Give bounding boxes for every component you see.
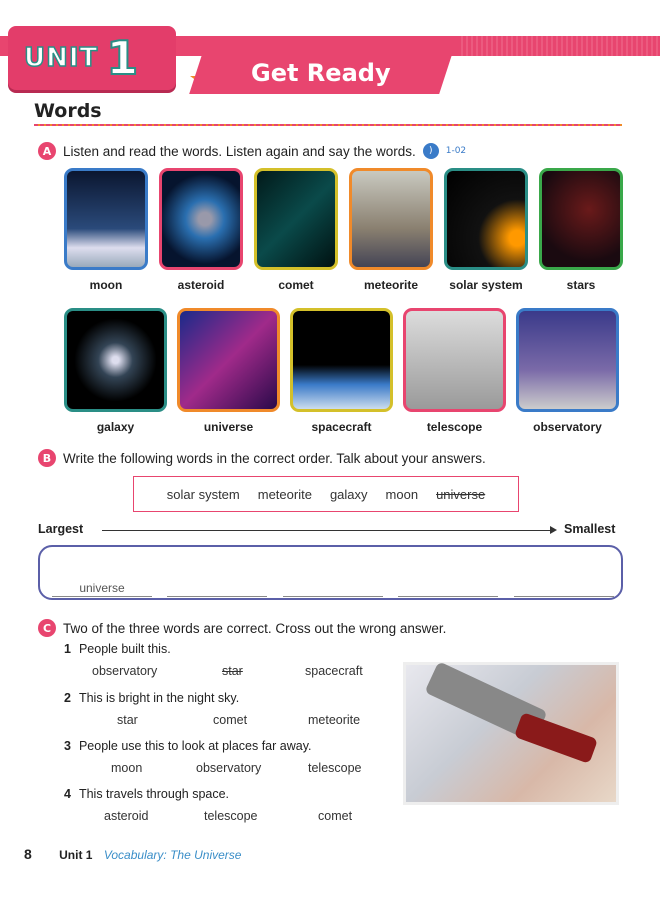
badge-a: A — [38, 142, 56, 160]
question — [64, 691, 239, 705]
smallest-label: Smallest — [564, 522, 616, 536]
badge-c: C — [38, 619, 56, 637]
picture-universe — [177, 308, 280, 412]
picture-stars — [539, 168, 623, 270]
picture-label: observatory — [533, 420, 602, 434]
picture-galaxy — [64, 308, 167, 412]
question-number: 4 — [64, 787, 71, 801]
picture-label: telescope — [426, 420, 483, 434]
picture-solar-system — [444, 168, 528, 270]
divider — [34, 124, 622, 126]
picture-label: stars — [566, 278, 596, 292]
picture-moon — [64, 168, 148, 270]
instruction-c: Two of the three words are correct. Cross out the wrong answer. — [63, 620, 447, 636]
badge-b: B — [38, 449, 56, 467]
picture-comet — [254, 168, 338, 270]
answer-option[interactable]: star — [117, 713, 138, 727]
page-number: 8 — [24, 846, 32, 862]
answer-option[interactable]: moon — [111, 761, 143, 775]
picture-label: galaxy — [96, 420, 135, 434]
unit-label: UNIT — [24, 43, 99, 73]
title-banner — [189, 52, 453, 94]
word-bank-item: meteorite — [257, 486, 312, 502]
arrow-head-icon — [550, 526, 557, 534]
answer-option[interactable]: comet — [213, 713, 248, 727]
answer-option[interactable]: asteroid — [104, 809, 149, 823]
picture-label: universe — [203, 420, 254, 434]
instruction-a: Listen and read the words. Listen again and say the words. — [63, 143, 416, 159]
picture-label: spacecraft — [311, 420, 372, 434]
picture-label: moon — [89, 278, 123, 292]
question-text: People use this to look at places far away. — [78, 739, 312, 753]
answer-box — [38, 545, 623, 600]
word-bank-item: moon — [385, 486, 419, 502]
activity-b-heading — [38, 449, 486, 467]
answer-blank[interactable] — [398, 581, 498, 597]
answer-option[interactable]: telescope — [204, 809, 258, 823]
question — [64, 642, 171, 656]
picture-label: asteroid — [177, 278, 225, 292]
word-bank — [133, 476, 519, 512]
picture-asteroid — [159, 168, 243, 270]
answer-blank[interactable] — [283, 581, 383, 597]
question — [64, 787, 229, 801]
header-ribbon-stripe — [458, 36, 660, 56]
word-bank-item: galaxy — [329, 486, 368, 502]
answer-option[interactable]: observatory — [92, 664, 158, 678]
question-number: 3 — [64, 739, 71, 753]
answer-blank[interactable] — [167, 581, 267, 597]
answer-blank[interactable]: universe — [52, 581, 152, 597]
picture-observatory — [516, 308, 619, 412]
answer-option[interactable]: observatory — [196, 761, 262, 775]
answer-blank[interactable] — [514, 581, 614, 597]
answer-option[interactable]: star — [222, 664, 243, 678]
footer-topic: Vocabulary: The Universe — [103, 848, 242, 862]
question-text: People built this. — [78, 642, 171, 656]
word-bank-item: universe — [436, 486, 486, 502]
footer — [24, 846, 241, 862]
answer-option[interactable]: telescope — [308, 761, 362, 775]
answer-option[interactable]: comet — [318, 809, 353, 823]
footer-unit: Unit 1 — [59, 848, 93, 862]
question-text: This is bright in the night sky. — [78, 691, 240, 705]
word-bank-item: solar system — [166, 486, 240, 502]
activity-c-heading — [38, 619, 446, 637]
picture-spacecraft — [290, 308, 393, 412]
largest-label: Largest — [38, 522, 84, 536]
page-title: Get Ready — [251, 59, 391, 87]
question-number: 2 — [64, 691, 71, 705]
activity-a-heading — [38, 142, 466, 160]
unit-number: 1 — [106, 31, 139, 85]
audio-icon[interactable]: ) — [423, 143, 439, 159]
picture-meteorite — [349, 168, 433, 270]
section-title: Words — [34, 100, 102, 122]
picture-telescope — [403, 308, 506, 412]
unit-badge — [8, 26, 176, 90]
picture-label: meteorite — [363, 278, 419, 292]
instruction-b: Write the following words in the correct order. Talk about your answers. — [63, 450, 486, 466]
answer-option[interactable]: spacecraft — [305, 664, 363, 678]
picture-label: solar system — [449, 278, 523, 292]
telescope-photo — [403, 662, 619, 805]
question-text: This travels through space. — [78, 787, 230, 801]
question-number: 1 — [64, 642, 71, 656]
arrow-line — [102, 530, 552, 531]
picture-label: comet — [278, 278, 314, 292]
question — [64, 739, 312, 753]
answer-option[interactable]: meteorite — [308, 713, 361, 727]
track-number: 1-02 — [445, 146, 467, 156]
